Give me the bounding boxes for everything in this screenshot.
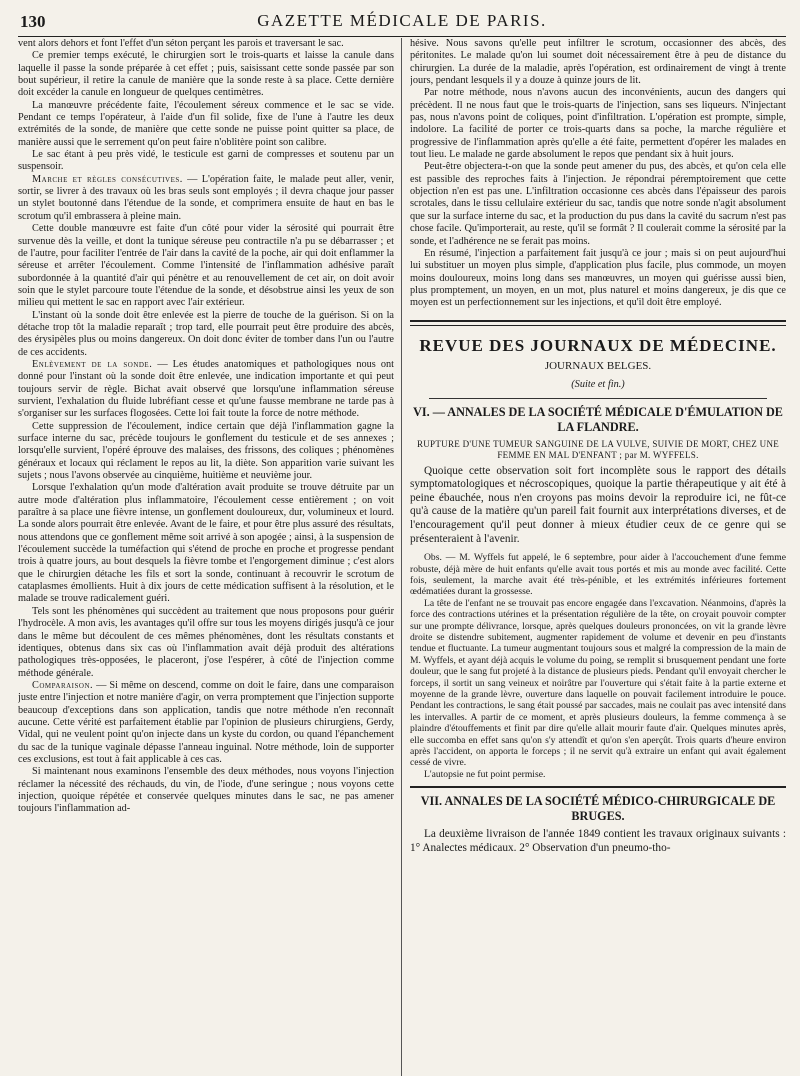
paragraph-text: — Si même on descend, comme on doit le faire, dans une comparaison juste entre l'injection et notre manière d'agir, on verra promptement que l'injection supporte beaucoup d'exceptions dans son application, tandis que notre méthode n'en reconnaît aucune. Cette vérité est parfaitement établie par l'opinion de plusieurs chirurgiens, Gerdy, Vidal, qui ne veulent point qu'on injecte dans un kyste du cordon, ou quand l'épanchement du sac de la tunique vaginale dépasse l'anneau inguinal. Notre méthode, loin de supporter ces exclusions, est tout à fait applicable à ces cas. [18, 679, 394, 765]
paragraph: vent alors dehors et font l'effet d'un séton perçant les parois et traversant le sac. [18, 38, 344, 49]
page-header [18, 6, 786, 37]
section-heading-6: VI. — ANNALES DE LA SOCIÉTÉ MÉDICALE D'ÉMULATION DE LA FLANDRE. [413, 404, 783, 434]
paragraph: Cette suppression de l'écoulement, indice certain que déjà l'inflammation gagne la surface interne du sac, précède toujours le gonflement du testicule et de ses annexes ; lorsqu'elle survient, l'opéré éprouve des malaises, des frissons, des coliques ; phénomènes généraux et locaux qui réclament le repos au lit, la diète. Son apparition varie suivant les sujets ; nous l'avons observée au cinquième, huitième et neuvième jour. [18, 420, 394, 482]
column-divider [401, 38, 402, 1076]
revue-title: REVUE DES JOURNAUX DE MÉDECINE. [419, 335, 777, 355]
subsection-heading: Marche et règles consécutives. [32, 173, 183, 185]
paragraph: La deuxième livraison de l'année 1849 contient les travaux originaux suivants : 1° Analectes médicaux. 2° Observation d'un pneumo-tho- [410, 828, 786, 854]
paragraph: Peut-être objectera-t-on que la sonde peut amener du pus, des abcès, et qu'on cela elle est passible des reproches faits à l'injection. Je répondrai péremptoirement que cette objection n'en est pas une. L'infiltration occasionne ces abcès dans l'épaisseur des parois scrotales, dans le tissu cellulaire extérieur du sac, tandis que notre sonde n'agit absolument que sur la surface interne du sac, et la production du pus dans la cavité du sacrum n'est pas chose facile. Qu'importerait, au reste, qu'il se formât ? Il coulerait comme la sérosité par la sonde, et l'adhérence ne se ferait pas moins. [410, 161, 786, 247]
revue-subtitle: JOURNAUX BELGES. [544, 359, 652, 372]
observation: La tête de l'enfant ne se trouvait pas encore engagée dans l'excavation. Néanmoins, d'après la force des contractions utérines et la présentation régulière de la tête, on croyait pouvoir compter sur une prompte délivrance, lorsque, après quelques douleurs prononcées, on vit la grande lèvre droite se distendre subitement, augmenter rapidement de volume et devenir en peu d'instants tendue et fluctuante. La tumeur augmentant toujours sous et malgré la compression de la main de M. Wyffels, et ayant déjà acquis le volume du poing, se remplit si brusquement pendant une forte douleur, que le sang fut projeté à la distance de plusieurs pieds. Pendant qu'il envoyait chercher le forceps, il sortit un sang veineux et noirâtre par l'ouverture qui s'était faite à la partie externe et moyenne de la grande lèvre, ouverture dans laquelle on pouvait facilement introduire le pouce. Pendant les contractions, le sang était poussé par saccades, mais ne coulait pas avec intensité dans les intervalles. A partir de ce moment, et après plusieurs douleurs, la femme commença à se plaindre d'étouffements et finit par dire qu'elle allait mourir faute d'air. Quelques minutes après, elle succomba en effet sans qu'on s'y attendît et qu'on s'en aperçût. Trois quarts d'heure environ après l'accident, on apporta le forceps ; il ne servit qu'à extraire un enfant qui avait également cessé de vivre. [410, 597, 786, 769]
journal-title: GAZETTE MÉDICALE DE PARIS. [257, 11, 547, 30]
right-column [410, 38, 786, 1076]
paragraph: Le sac étant à peu près vidé, le testicule est garni de compresses et soutenu par un suspensoir. [18, 149, 394, 173]
paragraph [18, 359, 394, 421]
paragraph: Si maintenant nous examinons l'ensemble des deux méthodes, nous voyons l'injection réclamer la nécessité des réchauds, du vin, de l'iode, d'une seringue ; nous voyons cette injection, quoique répétée et conservée quelques minutes dans le sac, ne pas amener toujours l'inflammation ad- [18, 766, 394, 815]
section-divider [410, 320, 786, 326]
left-column [18, 38, 394, 1076]
paragraph: Tels sont les phénomènes qui succèdent au traitement que nous proposons pour guérir l'hydrocèle. A mon avis, les avantages qu'il offre sur tous les moyens dirigés jusqu'à ce jour dans le même but découlent de ces mêmes phénomènes, dont les résultats constants et identiques, obtenus dans six cas où l'inflammation avait déjà produit des altérations pathologiques très-opposées, le placeront, j'ose l'espérer, à côté de l'injection comme méthode générale. [18, 605, 394, 679]
subsection-heading: Enlèvement de la sonde. [32, 358, 153, 370]
paragraph: Quoique cette observation soit fort incomplète sous le rapport des détails symptomatologiques et nécroscopiques, quoique la partie thérapeutique y ait été à peine ébauchée, nous n'en croyons pas moins devoir la reproduire ici, ne fût-ce qu'à cause de la matière qu'un pareil fait fournit aux interprétations diverses, et de l'encouragement qu'il peut donner à mieux étudier ceux de ce genre qui se présenteraient à l'avenir. [410, 464, 786, 545]
paragraph: Cette double manœuvre est faite d'un côté pour vider la sérosité qui pourrait être survenue dès la veille, et dont la tunique séreuse peu contractile n'a pu se débarrasser ; et de l'autre, pour faciliter l'entrée de l'air dans la cavité de la poche, air qui doit enflammer la séreuse et arrêter l'écoulement. Comme l'intensité de l'inflammation adhésive paraît subordonnée à la quantité d'air qui pénètre et au renouvellement de cet air, on doit avoir soin que le stylet parcoure toute l'étendue de la sonde, et désobstrue ainsi les yeux de son milieu qui mettent le sac en rapport avec l'air extérieur. [18, 223, 394, 309]
divider [429, 398, 767, 399]
paragraph-text: — Les études anatomiques et pathologiques nous ont donné pour l'instant où la sonde doit être enlevée, une indication importante et qui peut toujours servir de règle. Bichat avait observé que lorsqu'une inflammation séreuse survient, l'exhalation du fluide lubréfiant cesse et qu'une fausse membrane ne tarde pas à s'organiser sur les surfaces flogosées. Cette loi fait toute la force de notre méthode. [18, 358, 394, 420]
paragraph [18, 680, 394, 766]
page-number: 130 [20, 12, 46, 31]
paragraph-text: — L'opération faite, le malade peut aller, venir, sortir, se livrer à des travaux où les bras seuls sont employés ; il devra chaque jour passer un stylet boutonné dans l'étendue de la sonde, et comprimera ensuite de haut en bas le scrotum qu'il embrassera à pleine main. [18, 173, 394, 222]
paragraph: Ce premier temps exécuté, le chirurgien sort le trois-quarts et laisse la canule dans laquelle il passe la sonde préparée à cet effet ; puis, saisissant cette sonde passée par son bout supérieur, il retire la canule de manière que la sonde reste à sa place. Cette dernière doit excéder la canule en longueur de quelques centimètres. [18, 50, 394, 99]
subsection-heading: Comparaison. [32, 679, 94, 691]
paragraph: Lorsque l'exhalation qu'un mode d'altération avait produite se trouve détruite par un autre mode d'altération plus inflammatoire, l'écoulement cesse entièrement ; on voit paraître à sa place une fièvre intense, un gonflement douloureux, dur, volumineux et lourd. La sonde alors pourrait être enlevée. Avant de le faire, et pour être plus assuré des résultats, nous attendons que ce gonflement même soit arrivé à son apogée ; ainsi, à la suspension de l'écoulement succède la tuméfaction qui s'étend de proche en proche et progresse pendant trois à quatre jours, au bout desquels la fièvre tombe et l'engorgement diminue ; c'est alors que le chirurgien détache les fils et sort la sonde, continuant à recouvrir le scrotum de cataplasmes émollients. Huit à dix jours de cette médication suffisent à la résolution, et le malade se trouve radicalement guéri. [18, 482, 394, 605]
observation: Obs. — M. Wyffels fut appelé, le 6 septembre, pour aider à l'accouchement d'une femme robuste, déjà mère de huit enfants qu'elle avait tous portés et mis au monde avec facilité. Cette fois, seulement, la marche avait été très-pénible, et les extrémités inférieures fortement œdématiées durant la grossesse. [410, 552, 786, 598]
revue-continued: (Suite et fin.) [571, 379, 625, 391]
paragraph: En résumé, l'injection a parfaitement fait jusqu'à ce jour ; mais si on peut aujourd'hui lui substituer un moyen plus simple, d'application plus facile, plus commode, un moyen moins douloureux, moins long dans ses manœuvres, un moyen qui guérisse aussi bien, plus promptement, un moyen, en un mot, plus naturel et moins dangereux, je dis que ce moyen est un perfectionnement sur les injections, et qu'il doit être employé. [410, 247, 786, 309]
section-heading-7: VII. ANNALES DE LA SOCIÉTÉ MÉDICO-CHIRURGICALE DE BRUGES. [420, 794, 776, 824]
paragraph: hésive. Nous savons qu'elle peut infiltrer le scrotum, occasionner des abcès, des péritonites. Le malade qu'on lui soumet doit nécessairement être à peu de distance du chirurgien. La durée de la maladie, après l'opération, est ordinairement de vingt à trente jours, pendant lesquels il y a douze à quinze jours de lit. [410, 38, 786, 87]
observation: L'autopsie ne fut point permise. [424, 768, 546, 780]
article-title: RUPTURE D'UNE TUMEUR SANGUINE DE LA VULVE, SUIVIE DE MORT, CHEZ UNE FEMME EN MAL D'ENFANT ; par M. WYFFELS. [416, 438, 780, 460]
paragraph: La manœuvre précédente faite, l'écoulement séreux commence et le sac se vide. Pendant ce temps l'opérateur, à l'aide d'un fil solide, fixe de l'une à l'autre les deux extrémités de la sonde, de manière que cette sonde ne puisse point quitter sa place, de manière aussi que le serrement qu'on peut faire n'oblitère point son calibre. [18, 99, 394, 148]
paragraph: Par notre méthode, nous n'avons aucun des inconvénients, aucun des dangers qui précèdent. Il ne nous faut que le trois-quarts de l'injection, sans ses liqueurs. N'injectant pas, nous n'avons point de coliques, point d'infiltration. L'opération est prompte, simple, indolore. La facilité de porter ce trois-quarts dans sa poche, la marche régulière et progressive de l'inflammation après qu'elle a été faite, permettent d'opérer les malades en tout lieu. Le malade ne garde absolument le repos que pendant six à huit jours. [410, 87, 786, 161]
paragraph [18, 174, 394, 223]
columns [18, 38, 786, 1076]
paragraph: L'instant où la sonde doit être enlevée est la pierre de touche de la guérison. Si on la détache trop tôt la maladie reparaît ; trop tard, elle pourrait peut être produire des abcès, des érysipèles plus ou moins dangereux. On doit donc éviter de tomber dans l'un ou l'autre de ces accidents. [18, 309, 394, 358]
divider [410, 786, 786, 788]
